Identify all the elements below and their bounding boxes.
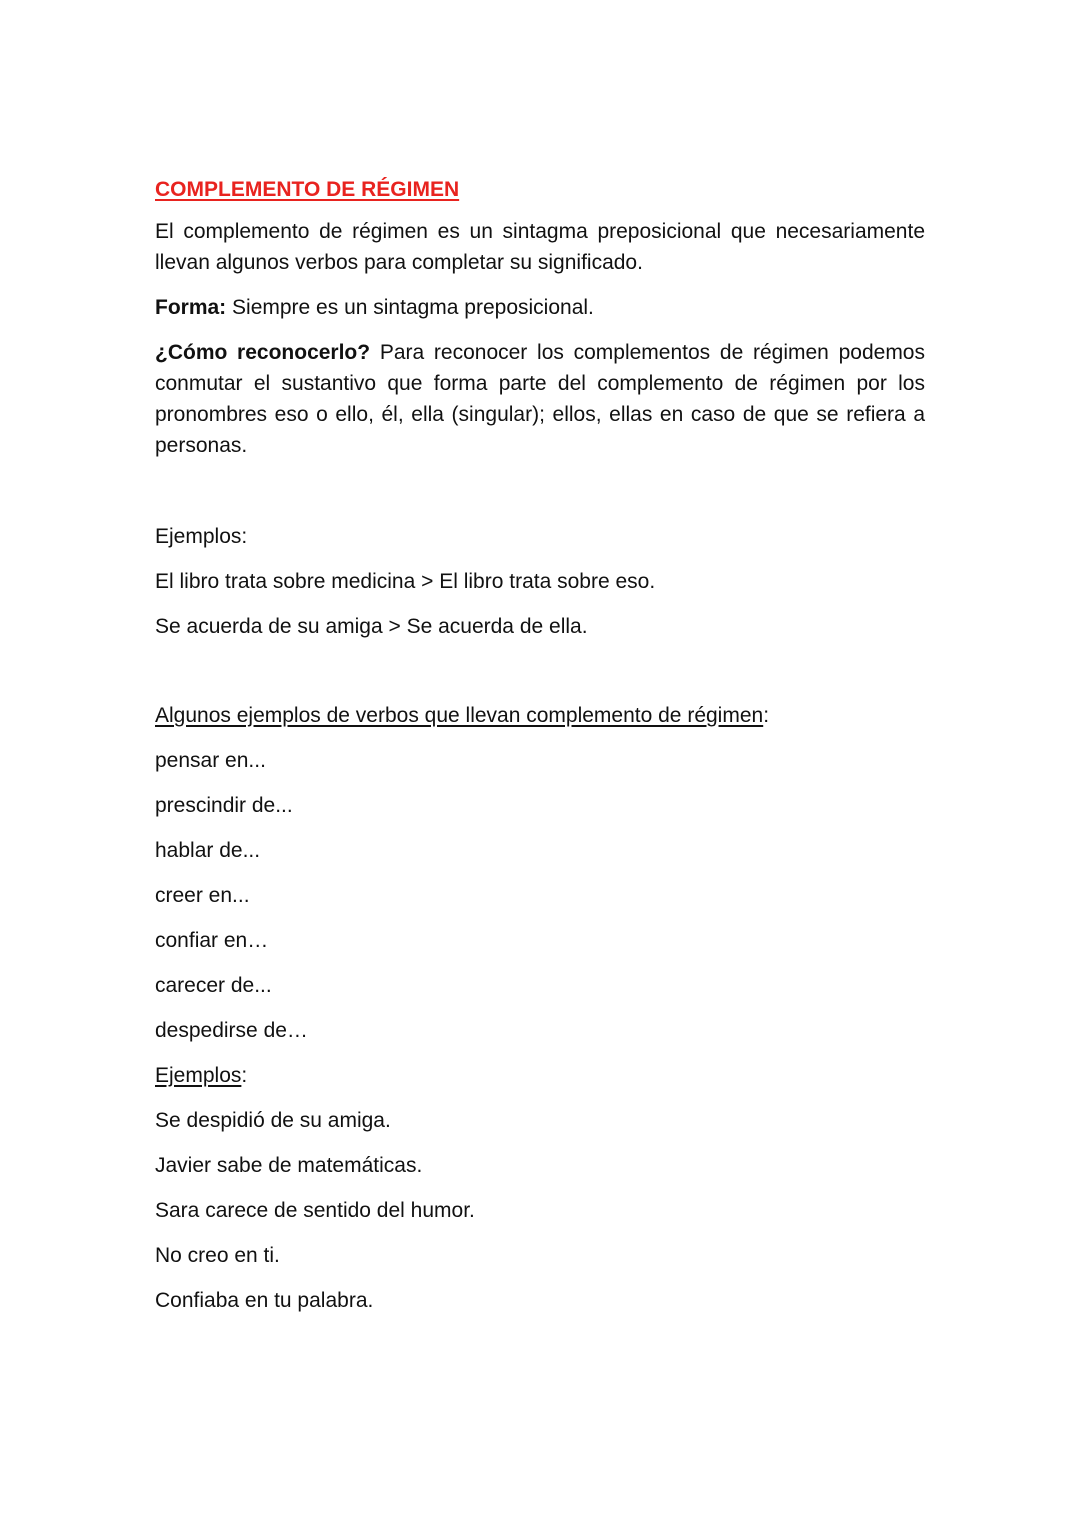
ejemplo2-item: Confiaba en tu palabra.: [155, 1289, 374, 1312]
verbo-item: prescindir de...: [155, 794, 293, 817]
ejemplo1-item: El libro trata sobre medicina > El libro trata sobre eso.: [155, 570, 656, 593]
ejemplo2-item: Sara carece de sentido del humor.: [155, 1199, 475, 1222]
verbos-heading-colon: :: [763, 704, 770, 727]
reconocer-text: Para reconocer los complementos de régimen podemos conmutar el sustantivo que forma parte del complemento de régimen por los pronombres eso o ello, él, ella (singular); ellos, ellas en caso de que se refiera a personas.: [155, 341, 925, 457]
forma-text: Siempre es un sintagma preposicional.: [226, 296, 594, 319]
ejemplo2-item: Javier sabe de matemáticas.: [155, 1154, 423, 1177]
verbo-item: pensar en...: [155, 749, 266, 772]
ejemplo1-item: Se acuerda de su amiga > Se acuerda de ella.: [155, 615, 588, 638]
verbo-item: hablar de...: [155, 839, 261, 862]
ejemplos2-heading-line: [155, 1060, 925, 1091]
ejemplo2-item: Se despidió de su amiga.: [155, 1109, 391, 1132]
verbo-item: creer en...: [155, 884, 250, 907]
spacer: [155, 475, 925, 521]
reconocer-label: ¿Cómo reconocerlo?: [155, 341, 371, 364]
document-page: [155, 176, 925, 1330]
spacer: [155, 656, 925, 700]
forma-paragraph: [155, 292, 925, 323]
intro-paragraph: El complemento de régimen es un sintagma preposicional que necesariamente llevan algunos verbos para completar su significado.: [155, 220, 925, 274]
verbo-item: carecer de...: [155, 974, 272, 997]
verbos-heading: Algunos ejemplos de verbos que llevan complemento de régimen: [155, 704, 764, 727]
ejemplo2-item: No creo en ti.: [155, 1244, 280, 1267]
ejemplos2-heading: Ejemplos: [155, 1064, 242, 1087]
verbo-item: confiar en…: [155, 929, 269, 952]
verbo-item: despedirse de…: [155, 1019, 308, 1042]
reconocer-paragraph: [155, 337, 925, 461]
page-title: COMPLEMENTO DE RÉGIMEN: [155, 178, 460, 201]
ejemplos1-heading: Ejemplos:: [155, 525, 248, 548]
ejemplos2-heading-colon: :: [241, 1064, 248, 1087]
forma-label: Forma:: [155, 296, 227, 319]
verbos-heading-line: [155, 700, 925, 731]
